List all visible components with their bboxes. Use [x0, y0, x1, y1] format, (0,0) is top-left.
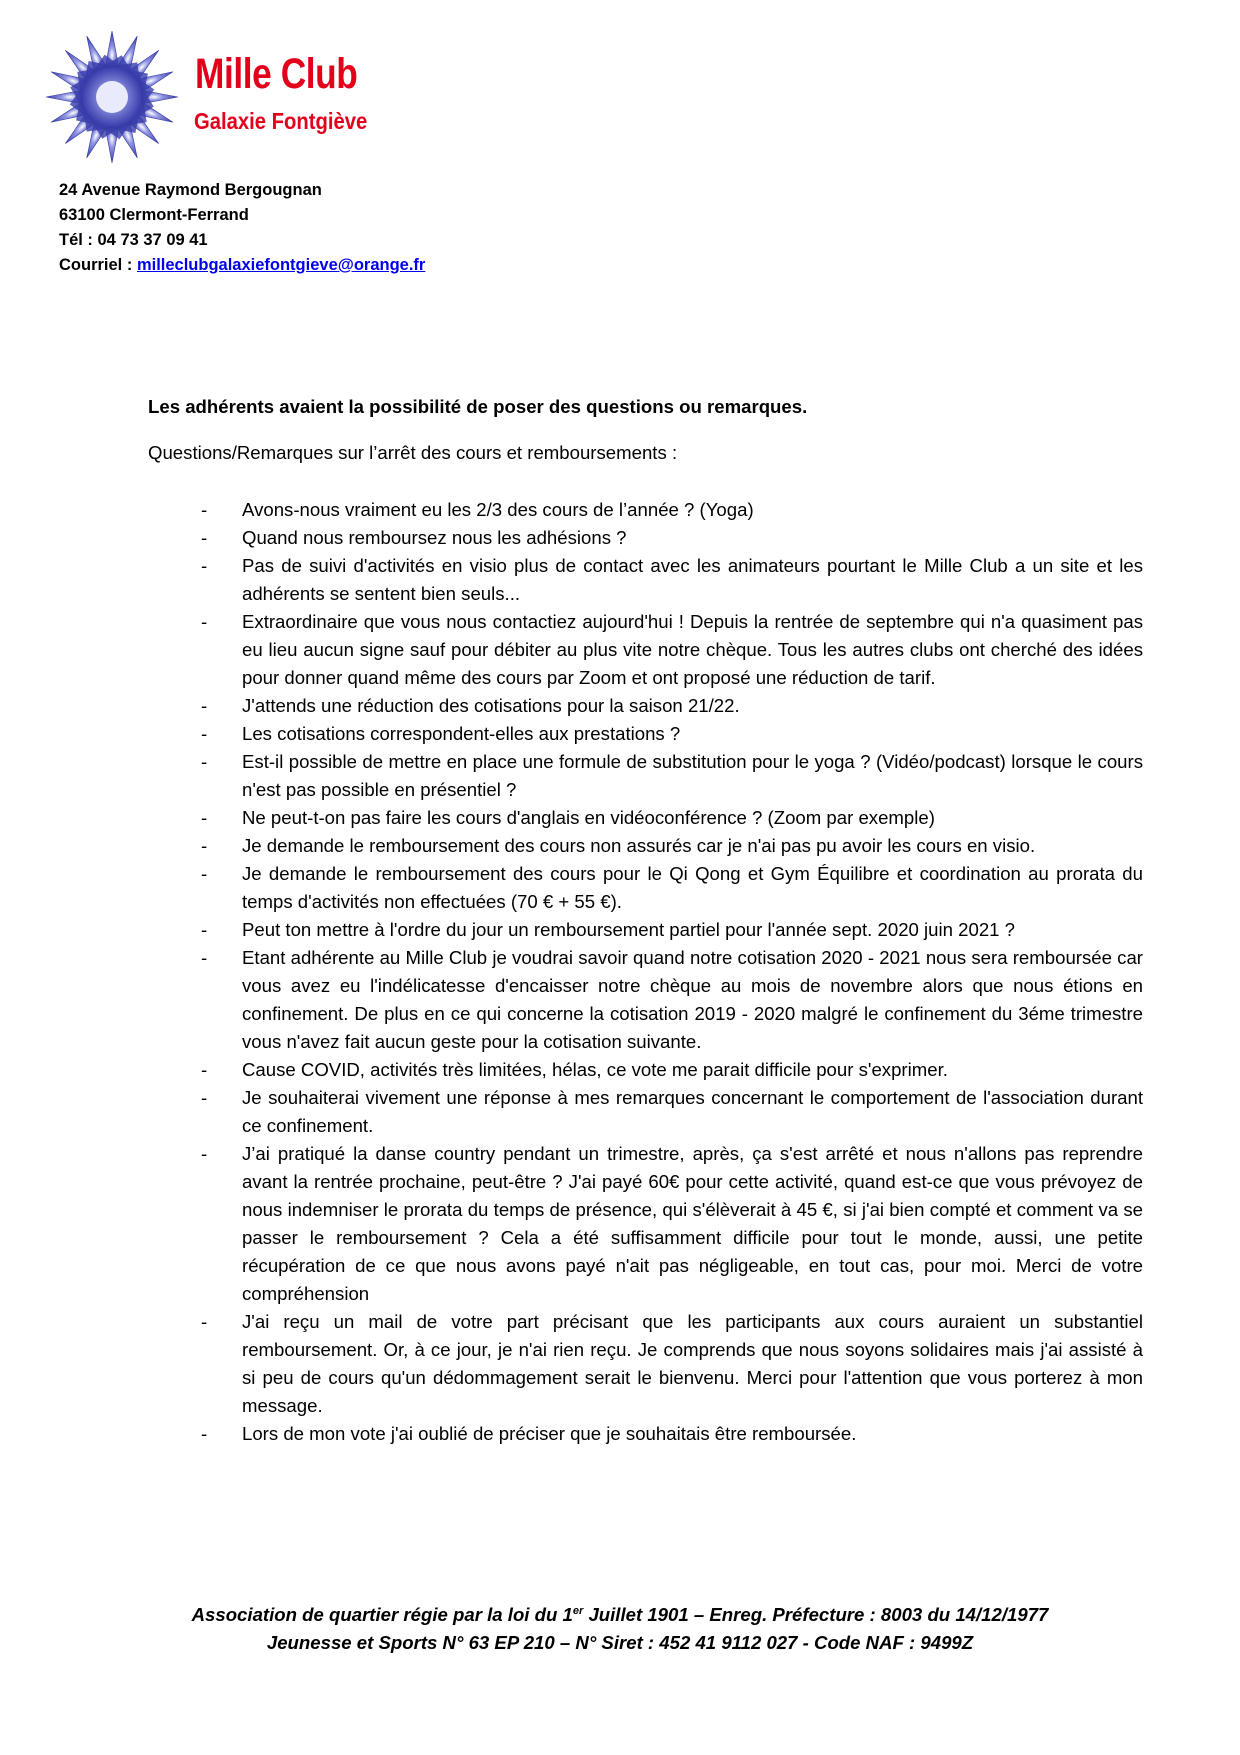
bullet-dash: -: [201, 499, 208, 520]
bullet-dash: -: [201, 527, 208, 548]
footer-line-2: Jeunesse et Sports N° 63 EP 210 – N° Siret : 452 41 9112 027 - Code NAF : 9499Z: [266, 1632, 974, 1653]
contact-block: [59, 178, 425, 278]
question-text: Avons-nous vraiment eu les 2/3 des cours de l’année ? (Yoga): [242, 499, 754, 520]
list-item: [148, 1420, 1143, 1448]
question-text: Je demande le remboursement des cours pour le Qi Qong et Gym Équilibre et coordination au prorata du temps d'activités non effectuées (70 € + 55 €).: [242, 863, 1143, 912]
list-item: [148, 1084, 1143, 1140]
list-item: [148, 692, 1143, 720]
club-logo: [42, 30, 368, 165]
starburst-logo-icon: [42, 30, 182, 165]
list-item: [148, 944, 1143, 1056]
bullet-dash: -: [201, 1087, 208, 1108]
bullet-dash: -: [201, 751, 208, 772]
bullet-dash: -: [201, 919, 208, 940]
list-item: [148, 916, 1143, 944]
list-item: [148, 860, 1143, 916]
list-item: [148, 720, 1143, 748]
question-text: Extraordinaire que vous nous contactiez aujourd'hui ! Depuis la rentrée de septembre qui n'a quasiment pas eu lieu aucun signe sauf pour débiter au plus vite notre chèque. Tous les autres clubs ont cherché des idées pour donner quand même des cours par Zoom et ont proposé une réduction de tarif.: [242, 611, 1143, 688]
list-item: [148, 1140, 1143, 1308]
bullet-dash: -: [201, 723, 208, 744]
footer-line-1-start: Association de quartier régie par la loi du 1: [191, 1604, 573, 1625]
bullet-dash: -: [201, 947, 208, 968]
list-item: [148, 832, 1143, 860]
question-text: J'ai reçu un mail de votre part précisant que les participants aux cours auraient un substantiel remboursement. Or, à ce jour, je n'ai rien reçu. Je comprends que nous soyons solidaires mais j'ai assisté à si peu de cours qu'un dédommagement serait le bienvenu. Merci pour l'attention que vous porterez à mon message.: [242, 1311, 1143, 1416]
email-label: Courriel :: [59, 256, 137, 274]
bullet-dash: -: [201, 695, 208, 716]
list-item: [148, 552, 1143, 608]
list-item: [148, 1308, 1143, 1420]
question-text: Je souhaiterai vivement une réponse à mes remarques concernant le comportement de l'association durant ce confinement.: [242, 1087, 1143, 1136]
question-text: Je demande le remboursement des cours non assurés car je n'ai pas pu avoir les cours en visio.: [242, 835, 1036, 856]
list-item: [148, 496, 1143, 524]
list-item: [148, 524, 1143, 552]
bullet-dash: -: [201, 1143, 208, 1164]
list-item: [148, 748, 1143, 804]
bullet-dash: -: [201, 1059, 208, 1080]
question-text: Pas de suivi d'activités en visio plus de contact avec les animateurs pourtant le Mille Club a un site et les adhérents se sentent bien seuls...: [242, 555, 1143, 604]
question-text: J'attends une réduction des cotisations pour la saison 21/22.: [242, 695, 740, 716]
page-heading: Les adhérents avaient la possibilité de poser des questions ou remarques.: [148, 396, 808, 417]
footer-line-1: [0, 1601, 1240, 1629]
phone-number: Tél : 04 73 37 09 41: [59, 231, 208, 249]
bullet-dash: -: [201, 1311, 208, 1332]
question-text: Les cotisations correspondent-elles aux prestations ?: [242, 723, 681, 744]
intro-text: Questions/Remarques sur l’arrêt des cours et remboursements :: [148, 442, 678, 463]
question-text: Ne peut-t-on pas faire les cours d'anglais en vidéoconférence ? (Zoom par exemple): [242, 807, 935, 828]
question-text: Peut ton mettre à l'ordre du jour un remboursement partiel pour l'année sept. 2020 juin 2021 ?: [242, 919, 1016, 940]
question-text: Etant adhérente au Mille Club je voudrai savoir quand notre cotisation 2020 - 2021 nous sera remboursée car vous avez eu l'indélicatesse d'encaisser notre chèque au mois de novembre alors que nous étions en confinement. De plus en ce qui concerne la cotisation 2019 - 2020 malgré le confinement du 3éme trimestre vous n'avez fait aucun geste pour la cotisation suivante.: [242, 947, 1143, 1052]
question-text: Cause COVID, activités très limitées, hélas, ce vote me parait difficile pour s'exprimer.: [242, 1059, 948, 1080]
footer-line-1-end: Juillet 1901 – Enreg. Préfecture : 8003 du 14/12/1977: [583, 1604, 1049, 1625]
bullet-dash: -: [201, 611, 208, 632]
bullet-dash: -: [201, 863, 208, 884]
main-content: [148, 393, 1143, 1448]
email-line: [59, 253, 425, 278]
logo-title: Mille Club: [195, 50, 358, 98]
address-city: 63100 Clermont-Ferrand: [59, 206, 249, 224]
address-street: 24 Avenue Raymond Bergougnan: [59, 181, 322, 199]
questions-list: [148, 496, 1143, 1448]
question-text: Lors de mon vote j'ai oublié de préciser que je souhaitais être remboursée.: [242, 1423, 857, 1444]
list-item: [148, 1056, 1143, 1084]
legal-footer: [0, 1601, 1240, 1657]
question-text: J’ai pratiqué la danse country pendant un trimestre, après, ça s'est arrêté et nous n'allons pas reprendre avant la rentrée prochaine, peut-être ? J'ai payé 60€ pour cette activité, quand est-ce que vous prévoyez de nous indemniser le prorata du temps de présence, qui s'élèverait à 45 €, si j'ai bien compté et comment va se passer le remboursement ? Cela a été suffisamment difficile pour tout le monde, aussi, une petite récupération de ce que nous avons payé n'ait pas négligeable, en tout cas, pour moi. Merci de votre compréhension: [242, 1143, 1143, 1304]
logo-subtitle: Galaxie Fontgiève: [194, 108, 368, 134]
bullet-dash: -: [201, 1423, 208, 1444]
email-link[interactable]: milleclubgalaxiefontgieve@orange.fr: [136, 256, 426, 274]
question-text: Est-il possible de mettre en place une formule de substitution pour le yoga ? (Vidéo/podcast) lorsque le cours n'est pas possible en présentiel ?: [242, 751, 1143, 800]
list-item: [148, 804, 1143, 832]
footer-ordinal-sup: er: [572, 1605, 584, 1617]
question-text: Quand nous remboursez nous les adhésions ?: [242, 527, 627, 548]
bullet-dash: -: [201, 807, 208, 828]
bullet-dash: -: [201, 555, 208, 576]
bullet-dash: -: [201, 835, 208, 856]
list-item: [148, 608, 1143, 692]
